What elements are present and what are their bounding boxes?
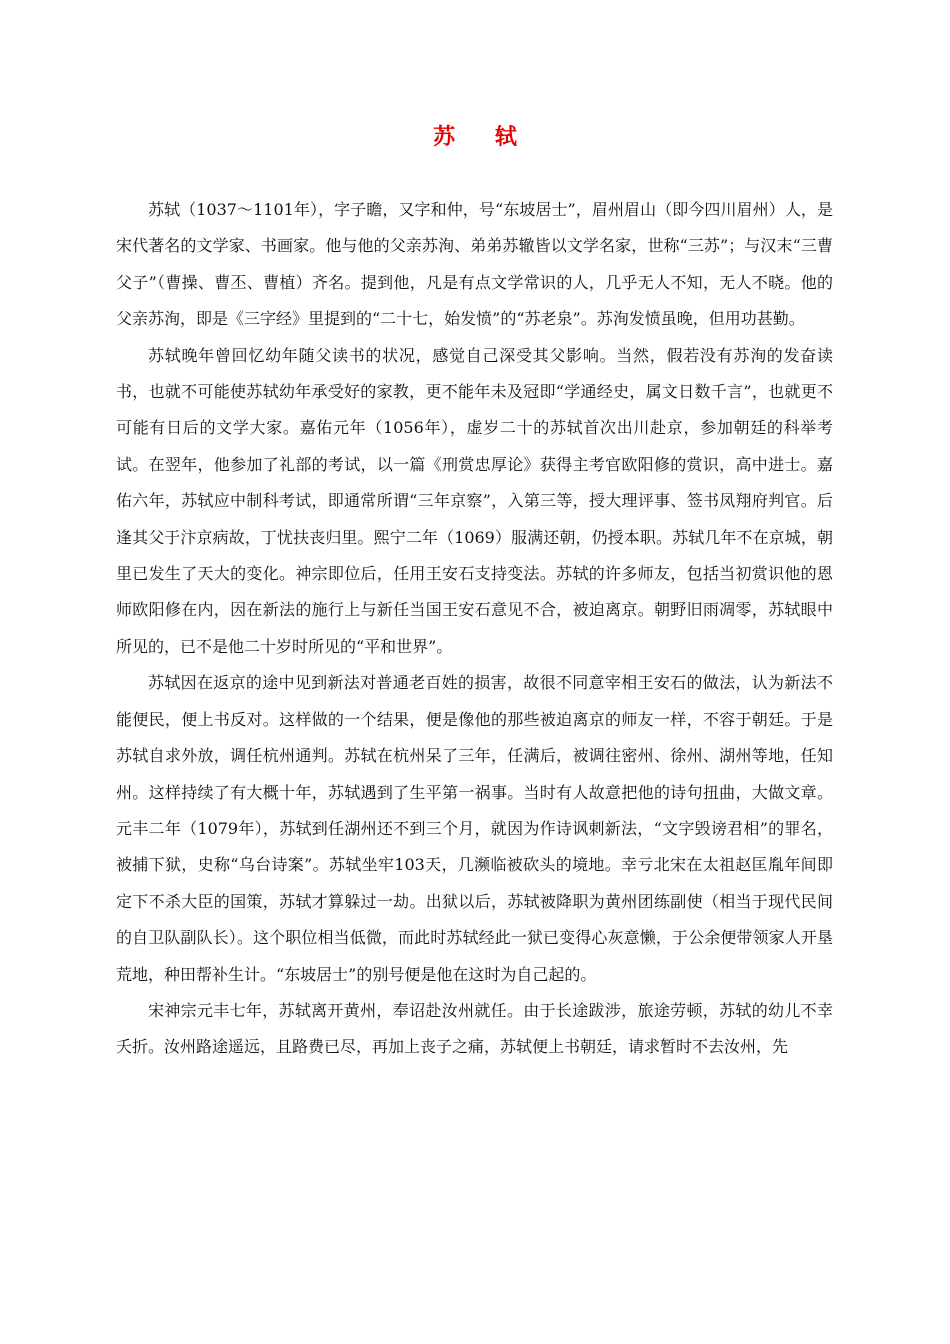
article-body [116,192,833,1066]
paragraph-1: 苏轼（1037～1101年），字子瞻，又字和仲，号“东坡居士”，眉州眉山（即今四川眉州）人，是宋代著名的文学家、书画家。他与他的父亲苏洵、弟弟苏辙皆以文学名家，世称“三苏”；与汉末“三曹父子”（曹操、曹丕、曹植）齐名。提到他，凡是有点文学常识的人，几乎无人不知，无人不晓。他的父亲苏洵，即是《三字经》里提到的“二十七，始发愤”的“苏老泉”。苏洵发愤虽晚，但用功甚勤。 [116,200,833,329]
page-title: 苏 轼 [433,124,533,150]
paragraph-2: 苏轼晚年曾回忆幼年随父读书的状况，感觉自己深受其父影响。当然，假若没有苏洵的发奋读书，也就不可能使苏轼幼年承受好的家教，更不能年未及冠即“学通经史，属文日数千言”，也就更不可能有日后的文学大家。嘉佑元年（1056年），虚岁二十的苏轼首次出川赴京，参加朝廷的科举考试。在翌年，他参加了礼部的考试，以一篇《刑赏忠厚论》获得主考官欧阳修的赏识，高中进士。嘉佑六年，苏轼应中制科考试，即通常所谓“三年京察”，入第三等，授大理评事、签书凤翔府判官。后逢其父于汴京病故，丁忧扶丧归里。熙宁二年（1069）服满还朝，仍授本职。苏轼几年不在京城，朝里已发生了天大的变化。神宗即位后，任用王安石支持变法。苏轼的许多师友，包括当初赏识他的恩师欧阳修在内，因在新法的施行上与新任当国王安石意见不合，被迫离京。朝野旧雨凋零，苏轼眼中所见的，已不是他二十岁时所见的“平和世界”。 [116,345,833,656]
paragraph-4: 宋神宗元丰七年，苏轼离开黄州，奉诏赴汝州就任。由于长途跋涉，旅途劳顿，苏轼的幼儿不幸夭折。汝州路途遥远，且路费已尽，再加上丧子之痛，苏轼便上书朝廷，请求暂时不去汝州，先 [116,1000,833,1057]
paragraph-3: 苏轼因在返京的途中见到新法对普通老百姓的损害，故很不同意宰相王安石的做法，认为新法不能便民，便上书反对。这样做的一个结果，便是像他的那些被迫离京的师友一样，不容于朝廷。于是苏轼自求外放，调任杭州通判。苏轼在杭州呆了三年，任满后，被调往密州、徐州、湖州等地，任知州。这样持续了有大概十年，苏轼遇到了生平第一祸事。当时有人故意把他的诗句扭曲，大做文章。元丰二年（1079年），苏轼到任湖州还不到三个月，就因为作诗讽刺新法，“文字毁谤君相”的罪名，被捕下狱，史称“乌台诗案”。苏轼坐牢103天，几濒临被砍头的境地。幸亏北宋在太祖赵匡胤年间即定下不杀大臣的国策，苏轼才算躲过一劫。出狱以后，苏轼被降职为黄州团练副使（相当于现代民间的自卫队副队长）。这个职位相当低微，而此时苏轼经此一狱已变得心灰意懒，于公余便带领家人开垦荒地，种田帮补生计。“东坡居士”的别号便是他在这时为自己起的。 [116,673,833,984]
